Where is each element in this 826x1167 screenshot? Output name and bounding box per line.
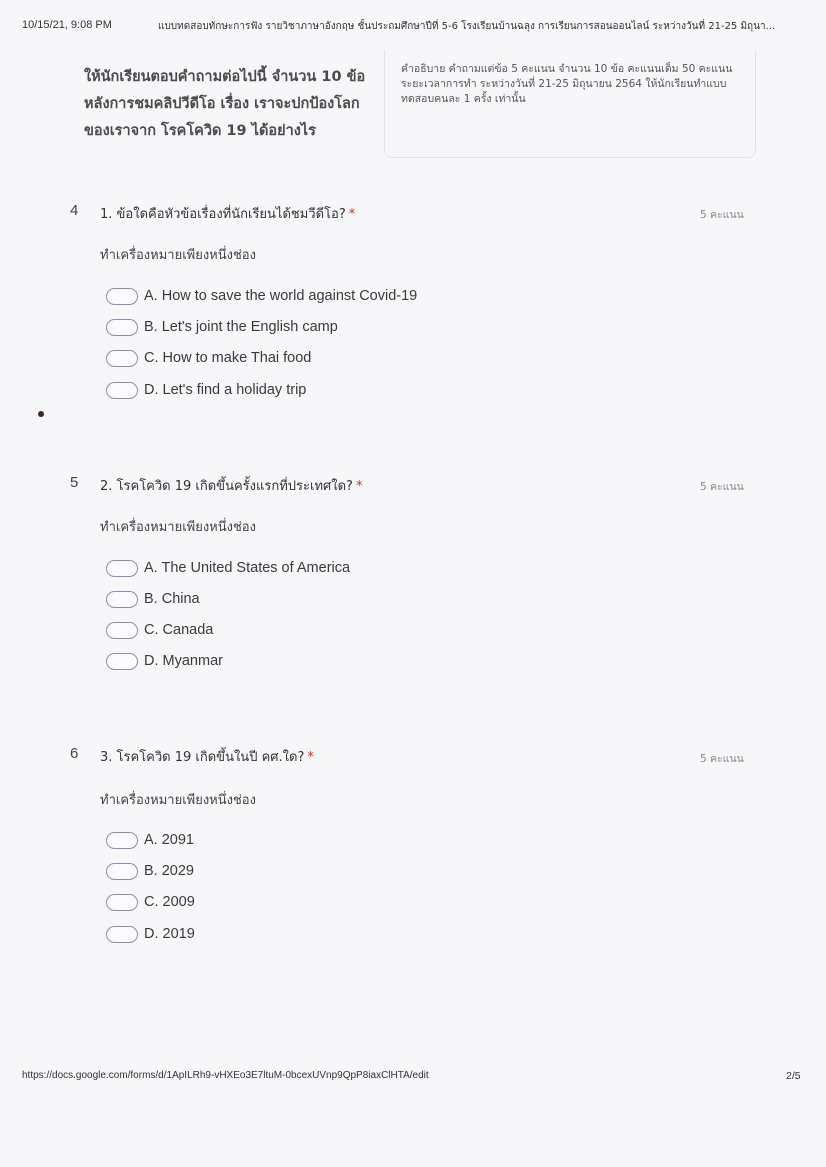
section-title: ให้นักเรียนตอบคำถามต่อไปนี้ จำนวน 10 ข้อ หลังการชมคลิปวีดีโอ เรื่อง เราจะปกป้องโลกของเราจาก โรคโควิด 19 ได้อย่างไร <box>84 69 366 139</box>
section-description: คำอธิบาย คำถามแต่ข้อ 5 คะแนน จำนวน 10 ข้อ คะแนนเต็ม 50 คะแนน ระยะเวลาการทำ ระหว่างวันที่ 21-25 มิถุนายน 2564 ให้นักเรียนทำแบบทดสอบคนละ 1 ครั้ง เท่านั้น <box>384 50 756 158</box>
radio-option[interactable] <box>106 589 200 609</box>
radio-option[interactable] <box>106 651 223 671</box>
print-datetime: 10/15/21, 9:08 PM <box>22 19 112 31</box>
question-instruction: ทำเครื่องหมายเพียงหนึ่งช่อง <box>100 793 256 808</box>
option-label: B. Let's joint the English camp <box>144 319 338 335</box>
radio-button-icon[interactable] <box>106 894 138 911</box>
radio-option[interactable] <box>106 380 306 400</box>
radio-button-icon[interactable] <box>106 382 138 399</box>
radio-option[interactable] <box>106 620 213 640</box>
question-number: 4 <box>70 202 79 219</box>
option-label: B. China <box>144 591 200 607</box>
radio-button-icon[interactable] <box>106 350 138 367</box>
question-title <box>100 475 362 496</box>
radio-option[interactable] <box>106 924 195 944</box>
radio-button-icon[interactable] <box>106 926 138 943</box>
radio-button-icon[interactable] <box>106 591 138 608</box>
radio-option[interactable] <box>106 317 338 337</box>
option-label: C. Canada <box>144 622 214 638</box>
radio-button-icon[interactable] <box>106 288 138 305</box>
radio-option[interactable] <box>106 558 350 578</box>
question-title-text: 1. ข้อใดคือหัวข้อเรื่องที่นักเรียนได้ชมวีดีโอ? <box>100 207 346 222</box>
question-number: 6 <box>70 745 79 762</box>
question-title <box>100 203 355 224</box>
option-label: B. 2029 <box>144 863 194 879</box>
print-header-title: แบบทดสอบทักษะการฟัง รายวิชาภาษาอังกฤษ ชั้นประถมศึกษาปีที่ 5-6 โรงเรียนบ้านฉลุง การเรียนการสอนออนไลน์ ระหว่างวันที่ 21-25 มิถุนา... <box>158 21 776 32</box>
radio-option[interactable] <box>106 861 194 881</box>
option-label: A. How to save the world against Covid-19 <box>144 288 418 304</box>
radio-button-icon[interactable] <box>106 319 138 336</box>
question-title-text: 2. โรคโควิด 19 เกิดขึ้นครั้งแรกที่ประเทศใด? <box>100 479 353 494</box>
question-points: 5 คะแนน <box>700 753 744 765</box>
question-points: 5 คะแนน <box>700 209 744 221</box>
radio-option[interactable] <box>106 348 311 368</box>
page-number: 2/5 <box>786 1070 801 1082</box>
scan-speck <box>38 411 44 417</box>
required-mark: * <box>348 207 356 222</box>
question-points: 5 คะแนน <box>700 481 744 493</box>
option-label: C. 2009 <box>144 894 195 910</box>
required-mark: * <box>355 479 363 494</box>
radio-button-icon[interactable] <box>106 560 138 577</box>
radio-button-icon[interactable] <box>106 863 138 880</box>
question-instruction: ทำเครื่องหมายเพียงหนึ่งช่อง <box>100 520 256 535</box>
option-label: D. 2019 <box>144 926 195 942</box>
radio-option[interactable] <box>106 892 195 912</box>
option-label: D. Myanmar <box>144 653 223 669</box>
radio-button-icon[interactable] <box>106 832 138 849</box>
radio-option[interactable] <box>106 830 194 850</box>
radio-button-icon[interactable] <box>106 653 138 670</box>
option-label: A. 2091 <box>144 832 194 848</box>
option-label: D. Let's find a holiday trip <box>144 382 307 398</box>
option-label: C. How to make Thai food <box>144 350 312 366</box>
required-mark: * <box>307 750 314 765</box>
question-instruction: ทำเครื่องหมายเพียงหนึ่งช่อง <box>100 248 256 263</box>
question-title <box>100 746 314 767</box>
radio-option[interactable] <box>106 286 417 306</box>
question-number: 5 <box>70 474 79 491</box>
footer-url: https://docs.google.com/forms/d/1ApILRh9-vHXEo3E7ltuM-0bcexUVnp9QpP8iaxClHTA/edit <box>22 1070 429 1081</box>
radio-button-icon[interactable] <box>106 622 138 639</box>
question-title-text: 3. โรคโควิด 19 เกิดขึ้นในปี คศ.ใด? <box>100 750 305 765</box>
option-label: A. The United States of America <box>144 560 351 576</box>
